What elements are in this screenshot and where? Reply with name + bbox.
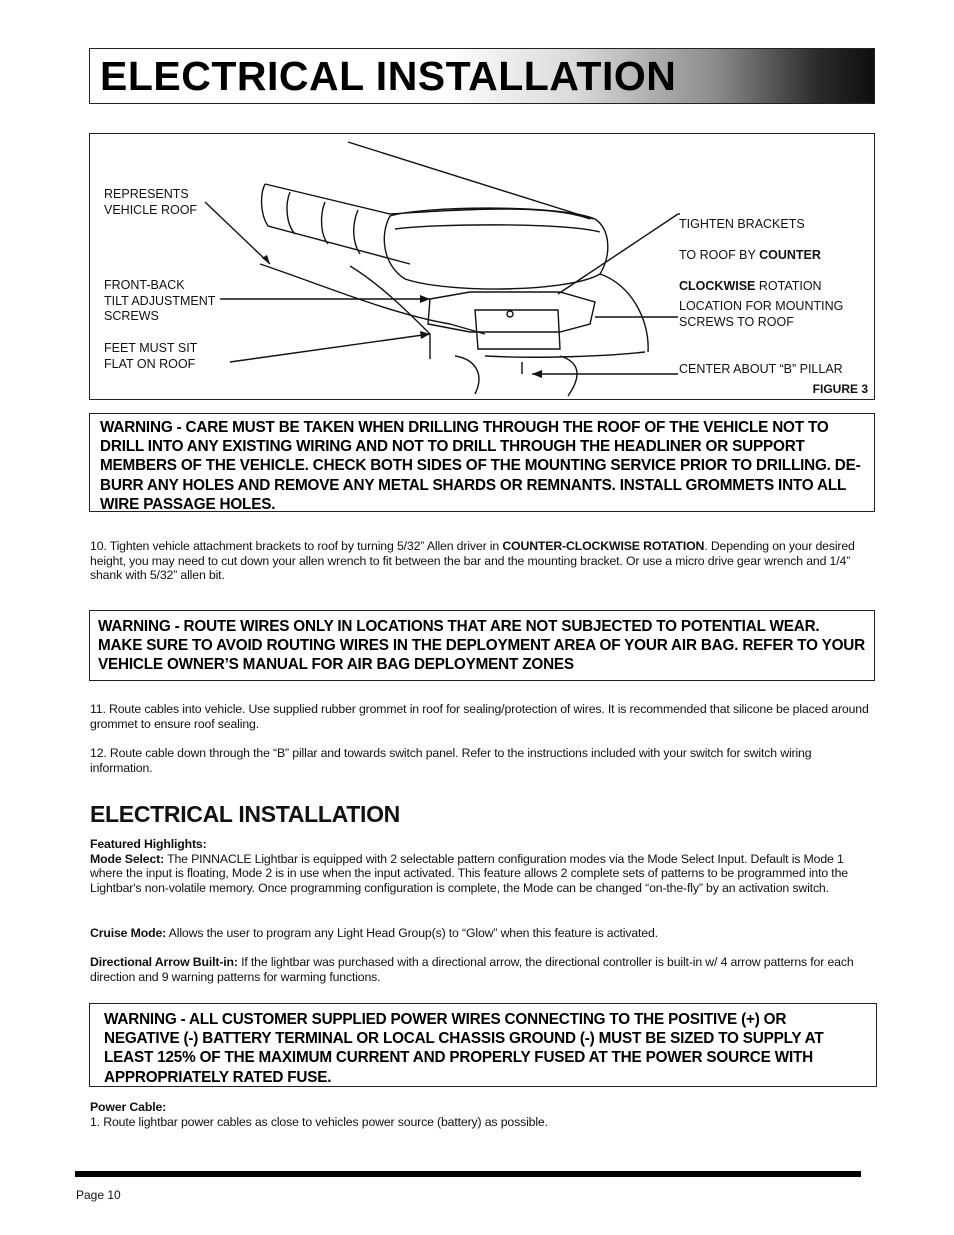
label-mounting-screws: LOCATION FOR MOUNTING SCREWS TO ROOF xyxy=(679,299,844,329)
mode-select-paragraph: Mode Select: The PINNACLE Lightbar is equipped with 2 selectable pattern configuration modes via the Mode Select Input. Default is Mode 1 where the input is floating, Mode 2 is in use when the input activated. This feature allows 2 complete sets of patterns to be programmed into the Lightbar's non-volatile memory. Once programming configuration is complete, the Mode can be changed “on-the-fly” by an activation switch. xyxy=(90,851,848,895)
figure-caption: FIGURE 3 xyxy=(812,382,868,396)
page-number: Page 10 xyxy=(76,1188,121,1202)
step-11: 11. Route cables into vehicle. Use supplied rubber grommet in roof for sealing/protection of wires. It is recommended that silicone be placed around grommet to ensure roof sealing. xyxy=(90,702,869,731)
figure-3 xyxy=(89,133,875,400)
page-title: ELECTRICAL INSTALLATION xyxy=(100,53,677,99)
label-vehicle-roof: REPRESENTS VEHICLE ROOF xyxy=(104,187,198,217)
warning-power-wires: WARNING - ALL CUSTOMER SUPPLIED POWER WIRES CONNECTING TO THE POSITIVE (+) OR NEGATIVE (-) BATTERY TERMINAL OR LOCAL CHASSIS GROUND (-) MUST BE SIZED TO SUPPLY AT LEAST 125% OF THE MAXIMUM CURRENT AND PROPERLY FUSED AT THE POWER SOURCE WITH APPROPRIATELY RATED FUSE. xyxy=(89,1003,877,1087)
footer-rule xyxy=(75,1171,861,1177)
page-header-banner xyxy=(89,48,875,104)
label-feet-flat: FEET MUST SIT FLAT ON ROOF xyxy=(104,341,198,371)
featured-highlights: Featured Highlights: Mode Select: The PINNACLE Lightbar is equipped with 2 selectable pattern configuration modes via the Mode Select Input. Default is Mode 1 where the input is floating, Mode 2 is in use when the input activated. This feature allows 2 complete sets of patterns to be programmed into the Lightbar's non-volatile memory. Once programming configuration is complete, the Mode can be changed “on-the-fly” by an activation switch. xyxy=(90,837,874,895)
section-heading: ELECTRICAL INSTALLATION xyxy=(90,801,400,827)
label-tilt-screws: FRONT-BACK TILT ADJUSTMENT SCREWS xyxy=(104,278,216,323)
step-10: 10. Tighten vehicle attachment brackets to roof by turning 5/32” Allen driver in COUNTER-CLOCKWISE ROTATION. Depending on your desired height, you may need to cut down your allen wrench to fit between the bar and the mounting bracket. Or use a micro drive gear wrench and 1/4” shank with 5/32” allen bit. xyxy=(90,539,855,583)
warning-drilling: WARNING - CARE MUST BE TAKEN WHEN DRILLING THROUGH THE ROOF OF THE VEHICLE NOT TO DRILL INTO ANY EXISTING WIRING AND NOT TO DRILL THROUGH THE HEADLINER OR SUPPORT MEMBERS OF THE VEHICLE. CHECK BOTH SIDES OF THE MOUNTING SERVICE PRIOR TO DRILLING. DE-BURR ANY HOLES AND REMOVE ANY METAL SHARDS OR REMNANTS. INSTALL GROMMETS INTO ALL WIRE PASSAGE HOLES. xyxy=(89,413,875,512)
power-cable-section: Power Cable: 1. Route lightbar power cables as close to vehicles power source (battery) as possible. xyxy=(90,1100,874,1129)
label-tighten-brackets: TIGHTEN BRACKETS TO ROOF BY COUNTER CLOCKWISE ROTATION xyxy=(679,216,822,293)
power-cable-item-1: 1. Route lightbar power cables as close to vehicles power source (battery) as possible. xyxy=(90,1114,548,1129)
label-b-pillar: CENTER ABOUT “B” PILLAR xyxy=(679,362,843,376)
warning-routing: WARNING - ROUTE WIRES ONLY IN LOCATIONS THAT ARE NOT SUBJECTED TO POTENTIAL WEAR. MAKE SURE TO AVOID ROUTING WIRES IN THE DEPLOYMENT AREA OF YOUR AIR BAG. REFER TO YOUR VEHICLE OWNER’S MANUAL FOR AIR BAG DEPLOYMENT ZONES xyxy=(89,610,875,681)
step-12: 12. Route cable down through the “B” pillar and towards switch panel. Refer to the instructions included with your switch for switch wiring information. xyxy=(90,746,812,775)
cruise-mode-paragraph: Cruise Mode: Allows the user to program any Light Head Group(s) to “Glow” when this feature is activated. xyxy=(90,926,658,940)
directional-arrow-paragraph: Directional Arrow Built-in: If the lightbar was purchased with a directional arrow, the directional controller is built-in w/ 4 arrow patterns for each direction and 9 warning patterns for warming functions. xyxy=(90,955,854,984)
